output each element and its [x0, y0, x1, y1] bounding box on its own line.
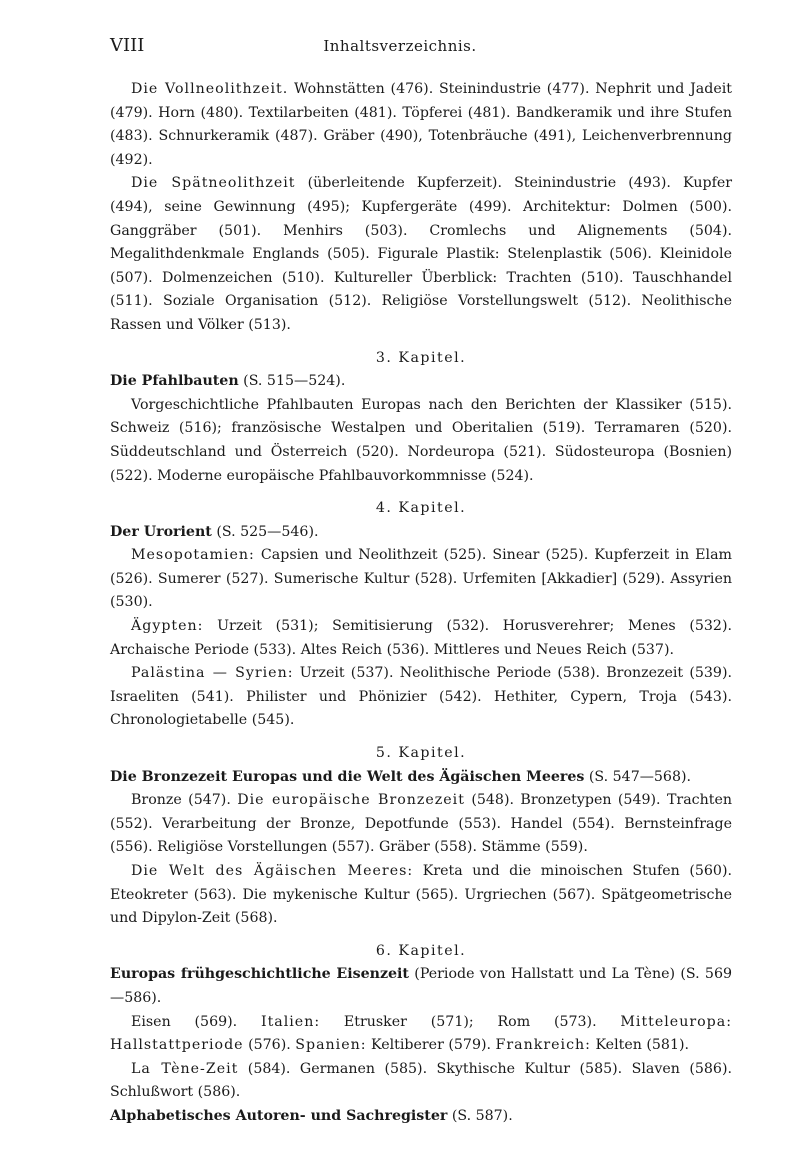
chapter-4-title: Der Urorient [110, 523, 212, 540]
entry-heading: Mitteleuropa: Hallstattperiode [110, 1013, 732, 1054]
entry-text: Keltiberer (579). [366, 1037, 496, 1054]
page-number: VIII [110, 35, 145, 56]
running-title: Inhaltsverzeichnis. [323, 37, 477, 55]
entry-heading: Die europäische Bronzezeit [237, 792, 465, 809]
toc-entry-eisen [110, 1011, 732, 1058]
toc-entry-palaestina [110, 662, 732, 733]
chapter-3-text: Vorgeschichtliche Pfahlbauten Europas nach den Berichten der Klassiker (515). Schweiz (516); französische Westalpen und Oberitalien (519). Terramaren (520). Süddeutschland und Österreich (520). Nordeuropa (521). Südosteuropa (Bosnien) (522). Moderne europäische Pfahlbauvorkommnisse (524). [110, 396, 732, 484]
entry-heading: Die Spätneolithzeit [131, 175, 296, 192]
toc-entry-bronze [110, 789, 732, 860]
chapter-3-number: 3. Kapitel. [375, 349, 467, 366]
chapter-5-heading [110, 766, 732, 790]
chapter-6-number: 6. Kapitel. [375, 942, 467, 959]
chapter-5-number: 5. Kapitel. [375, 745, 467, 762]
chapter-3-heading [110, 370, 732, 394]
entry-text: Capsien und Neolithzeit (525). Sinear (525). Kupferzeit in Elam (526). Sumerer (527). Sumerische Kultur (528). Urfemiten [Akkadier] (529). Assyrien (530). [110, 547, 732, 611]
entry-text: Eisen (569). [131, 1013, 261, 1030]
toc-entry-aegypten [110, 615, 732, 662]
entry-text: Etrusker (571); Rom (573). [320, 1013, 621, 1030]
toc-entry-aegaeis [110, 860, 732, 931]
chapter-6-title: Europas frühgeschichtliche Eisenzeit [110, 966, 409, 983]
entry-heading: Frankreich: [495, 1037, 591, 1054]
toc-entry-spaetneolithzeit [110, 172, 732, 337]
toc-entry-la-tene [110, 1058, 732, 1105]
index-title: Alphabetisches Autoren- und Sachregister [110, 1107, 448, 1124]
entry-heading: Die Welt des Ägäischen Meeres: [131, 863, 414, 879]
toc-entry-vollneolithzeit [110, 78, 732, 172]
entry-heading: Italien: [260, 1013, 321, 1030]
index-pages: (S. 587). [447, 1107, 513, 1124]
entry-text: Urzeit (537). Neolithische Periode (538). Bronzezeit (539). Israeliten (541). Philister und Phönizier (542). Hethiter, Cypern, Troja (543). Chronologietabelle (545). [110, 665, 732, 729]
entry-heading: Mesopotamien: [131, 547, 255, 564]
chapter-3-title: Die Pfahlbauten [110, 373, 239, 390]
entry-text: (548). Bronzetypen (549). Trachten (552). Verarbeitung der Bronze, Depotfunde (553). Handel (554). Bernsteinfrage (556). Religiöse Vorstellungen (557). Gräber (558). Stämme (559). [110, 792, 732, 856]
chapter-4-number: 4. Kapitel. [375, 500, 467, 517]
entry-text: Kelten (581). [590, 1037, 690, 1054]
entry-heading: La Tène-Zeit [131, 1060, 239, 1077]
entry-text: Urzeit (531); Semitisierung (532). Horusverehrer; Menes (532). Archaische Periode (533). Altes Reich (536). Mittleres und Neues Reich (537). [110, 618, 732, 658]
entry-text: Wohnstätten (476). Steinindustrie (477). Nephrit und Jadeit (479). Horn (480). Textilarbeiten (481). Töpferei (481). Bandkeramik und ihre Stufen (483). Schnurkeramik (487). Gräber (490), Totenbräuche (491), Leichenverbrennung (492). [110, 81, 732, 168]
entry-text: Kreta und die minoischen Stufen (560). Eteokreter (563). Die mykenische Kultur (565). Urgriechen (567). Spätgeometrische und Dipylon-Zeit (568). [110, 863, 732, 927]
entry-text: Bronze (547). [131, 792, 238, 809]
entry-heading: Spanien: [295, 1037, 367, 1054]
chapter-5-pages: (S. 547—568). [584, 768, 692, 785]
chapter-4-pages: (S. 525—546). [211, 523, 319, 540]
chapter-6-heading [110, 963, 732, 1010]
chapter-6-pages: (Periode von Hallstatt und La Tène) (S. 569—586). [110, 966, 732, 1006]
entry-text: (überleitende Kupferzeit). Steinindustrie (493). Kupfer (494), seine Gewinnung (495); Kupfergeräte (499). Architektur: Dolmen (500). Ganggräber (501). Menhirs (503). Cromlechs und Alignements (504). Megalithdenkmale Englands (505). Figurale Plastik: Stelenplastik (506). Kleinidole (507). Dolmenzeichen (510). Kultureller Überblick: Trachten (510). Tauschhandel (511). Soziale Organisation (512). Religiöse Vorstellungswelt (512). Neolithische Rassen und Völker (513). [110, 175, 732, 333]
toc-entry-mesopotamien [110, 544, 732, 615]
chapter-3-pages: (S. 515—524). [238, 373, 346, 390]
entry-text: (584). Germanen (585). Skythische Kultur (585). Slaven (586). Schlußwort (586). [110, 1060, 732, 1101]
toc-body [110, 78, 732, 1129]
entry-text: (576). [243, 1037, 296, 1054]
entry-heading: Palästina — Syrien: [131, 665, 294, 682]
chapter-4-heading [110, 521, 732, 545]
entry-heading: Die Vollneolithzeit. [131, 81, 289, 97]
chapter-5-title: Die Bronzezeit Europas und die Welt des Ägäischen Meeres [110, 768, 585, 785]
index-entry [110, 1105, 732, 1129]
entry-heading: Ägypten: [131, 618, 204, 635]
